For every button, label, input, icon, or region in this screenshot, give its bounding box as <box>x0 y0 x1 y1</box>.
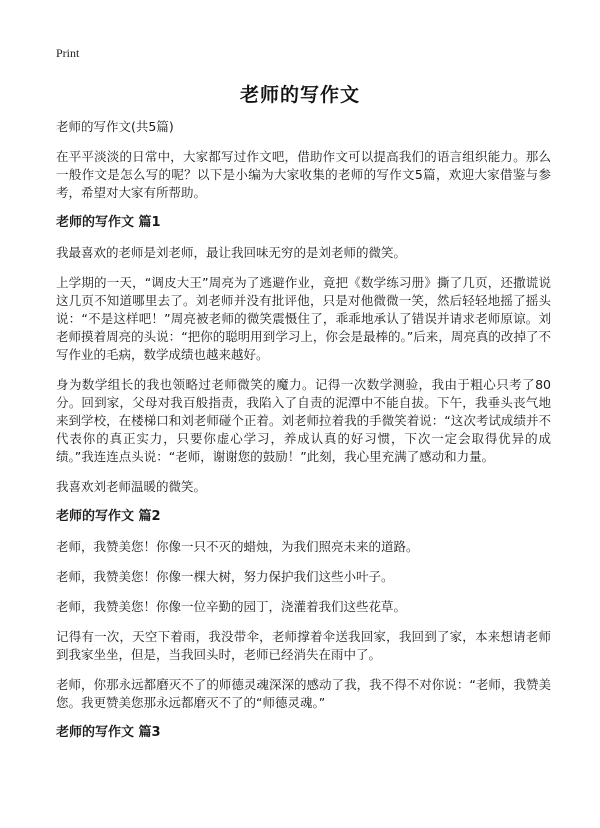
paragraph: 记得有一次，天空下着雨，我没带伞，老师撑着伞送我回家，我回到了家，本来想请老师到我家坐坐，但是，当我回头时，老师已经消失在雨中了。 <box>56 629 551 662</box>
paragraph: 老师，我赞美您！你像一只不灭的蜡烛，为我们照亮未来的道路。 <box>56 539 419 554</box>
paragraph: 我喜欢刘老师温暖的微笑。 <box>56 479 207 494</box>
article-subtitle: 老师的写作文(共5篇) <box>56 119 174 134</box>
paragraph: 我最喜欢的老师是刘老师，最让我回味无穷的是刘老师的微笑。 <box>56 245 407 260</box>
section-heading-2: 老师的写作文 篇2 <box>56 509 161 524</box>
page-title: 老师的写作文 <box>239 84 360 106</box>
paragraph: 上学期的一天，“调皮大王”周亮为了逃避作业，竟把《数学练习册》撕了几页，还撒谎说这几页不知道哪里去了。刘老师并没有批评他，只是对他微微一笑，然后轻轻地摇了摇头说：“不是这样吧！”周亮被老师的微笑震慑住了，乖乖地承认了错误并请求老师原谅。刘老师摸着周亮的头说：“把你的聪明用到学习上，你会是最棒的。”后来，周亮真的改掉了不写作业的毛病，数学成绩也越来越好。 <box>56 275 551 362</box>
intro-paragraph: 在平平淡淡的日常中，大家都写过作文吧，借助作文可以提高我们的语言组织能力。那么一般作文是怎么写的呢？以下是小编为大家收集的老师的写作文5篇，欢迎大家借鉴与参考，希望对大家有所帮助。 <box>56 149 551 200</box>
paragraph: 身为数学组长的我也领略过老师微笑的魔力。记得一次数学测验，我由于粗心只考了80分。回到家，父母对我百般指责，我陷入了自责的泥潭中不能自拔。下午，我垂头丧气地来到学校，在楼梯口和刘老师碰个正着。刘老师拉着我的手微笑着说：“这次考试成绩并不代表你的真正实力，只要你虚心学习，养成认真的好习惯，下次一定会取得优异的成绩。”我连连点头说：“老师，谢谢您的鼓励！”此刻，我心里充满了感动和力量。 <box>56 377 551 464</box>
article-body <box>56 118 551 754</box>
paragraph: 老师，你那永远都磨灭不了的师德灵魂深深的感动了我，我不得不对你说：“老师，我赞美您。我更赞美您那永远都磨灭不了的“师德灵魂。” <box>56 677 551 710</box>
paragraph: 老师，我赞美您！你像一位辛勤的园丁，浇灌着我们这些花草。 <box>56 599 407 614</box>
print-label[interactable]: Print <box>56 46 80 60</box>
section-heading-3: 老师的写作文 篇3 <box>56 725 161 740</box>
section-heading-1: 老师的写作文 篇1 <box>56 215 161 230</box>
paragraph: 老师，我赞美您！你像一棵大树，努力保护我们这些小叶子。 <box>56 569 394 584</box>
